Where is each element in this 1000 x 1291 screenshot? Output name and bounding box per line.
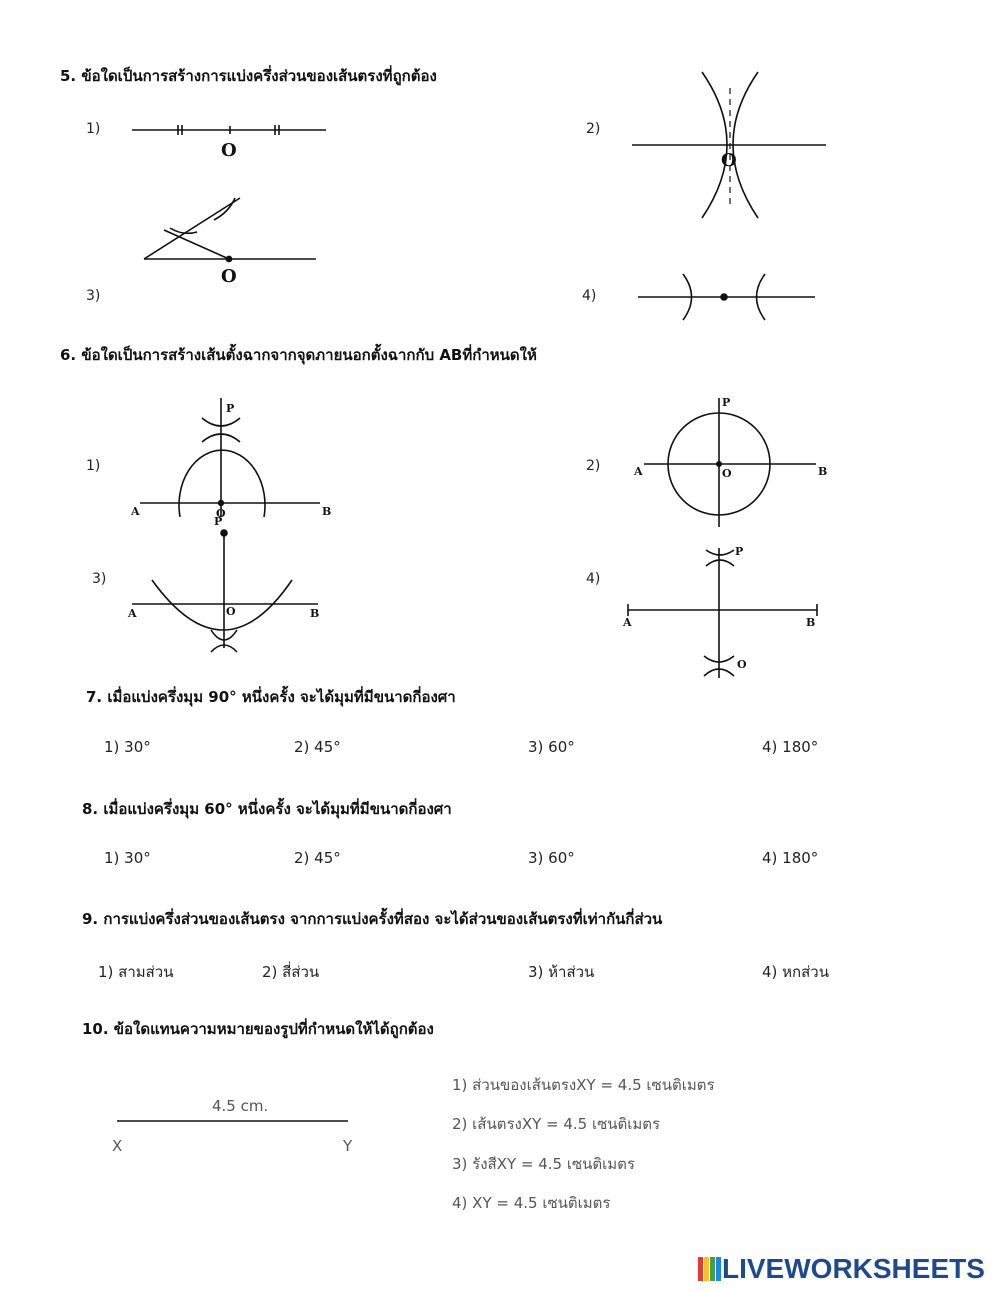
q6-fig2-label-o: O xyxy=(722,467,732,480)
q7-title: 7. เมื่อแบ่งครึ่งมุม 90° หนึ่งครั้ง จะได้มุมที่มีขนาดกี่องศา xyxy=(86,688,456,706)
q10-option-1[interactable]: 1) ส่วนของเส้นตรงXY = 4.5 เซนติเมตร xyxy=(452,1076,715,1094)
q6-fig2-label-a: A xyxy=(634,465,643,478)
q8-option-1[interactable]: 1) 30° xyxy=(104,849,151,867)
q6-option-1-label[interactable]: 1) xyxy=(86,458,101,474)
q5-option-3-label[interactable]: 3) xyxy=(86,288,101,304)
q6-fig3-label-b: B xyxy=(310,607,320,620)
q6-fig2-label-b: B xyxy=(818,465,828,478)
q6-fig-4 xyxy=(628,548,817,678)
q5-option-2-label[interactable]: 2) xyxy=(586,121,601,137)
q5-title: 5. ข้อใดเป็นการสร้างการแบ่งครึ่งส่วนของเส้นตรงที่ถูกต้อง xyxy=(60,67,437,85)
q7-option-1[interactable]: 1) 30° xyxy=(104,738,151,756)
q5-fig-2 xyxy=(632,72,826,218)
q7-option-4[interactable]: 4) 180° xyxy=(762,738,819,756)
q6-fig4-label-p: P xyxy=(735,545,744,558)
q9-title: 9. การแบ่งครึ่งส่วนของเส้นตรง จากการแบ่งครั้งที่สอง จะได้ส่วนของเส้นตรงที่เท่ากันกี่ส่วน xyxy=(82,910,663,928)
q5-fig-3 xyxy=(144,198,316,262)
q10-option-4[interactable]: 4) XY = 4.5 เซนติเมตร xyxy=(452,1194,611,1212)
q10-title: 10. ข้อใดแทนความหมายของรูปที่กำหนดให้ได้ถูกต้อง xyxy=(82,1020,434,1038)
logo-text: LIVEWORKSHEETS xyxy=(722,1253,985,1284)
q6-fig3-label-o: O xyxy=(226,605,236,618)
q7-option-3[interactable]: 3) 60° xyxy=(528,738,575,756)
q6-fig2-label-p: P xyxy=(722,396,731,409)
q6-option-4-label[interactable]: 4) xyxy=(586,571,601,587)
q9-option-1[interactable]: 1) สามส่วน xyxy=(98,963,174,981)
q10-point-x: X xyxy=(112,1137,123,1155)
q6-fig1-label-p: P xyxy=(226,402,235,415)
q10-option-2[interactable]: 2) เส้นตรงXY = 4.5 เซนติเมตร xyxy=(452,1115,661,1133)
q9-option-2[interactable]: 2) สี่ส่วน xyxy=(262,963,320,981)
q6-fig3-label-a: A xyxy=(128,607,137,620)
q9-option-4[interactable]: 4) หกส่วน xyxy=(762,963,829,981)
q6-fig4-label-a: A xyxy=(623,616,632,629)
q8-option-3[interactable]: 3) 60° xyxy=(528,849,575,867)
q8-option-2[interactable]: 2) 45° xyxy=(294,849,341,867)
q6-fig3-label-p: P xyxy=(214,515,223,528)
q8-title: 8. เมื่อแบ่งครึ่งมุม 60° หนึ่งครั้ง จะได้มุมที่มีขนาดกี่องศา xyxy=(82,800,452,818)
q5-fig-1 xyxy=(132,125,326,135)
q6-fig1-label-b: B xyxy=(322,505,332,518)
q10-length-label: 4.5 cm. xyxy=(212,1097,269,1115)
q6-option-2-label[interactable]: 2) xyxy=(586,458,601,474)
logo-icon xyxy=(698,1256,722,1282)
q5-option-4-label[interactable]: 4) xyxy=(582,288,597,304)
q6-title: 6. ข้อใดเป็นการสร้างเส้นตั้งฉากจากจุดภายนอกตั้งฉากกับ ABที่กำหนดให้ xyxy=(60,346,537,364)
q6-fig1-label-a: A xyxy=(131,505,140,518)
q6-fig-3 xyxy=(132,530,318,652)
q6-option-3-label[interactable]: 3) xyxy=(92,571,107,587)
q5-fig3-point-o: O xyxy=(221,266,237,287)
q7-option-2[interactable]: 2) 45° xyxy=(294,738,341,756)
q8-option-4[interactable]: 4) 180° xyxy=(762,849,819,867)
q10-point-y: Y xyxy=(343,1137,353,1155)
liveworksheets-logo xyxy=(698,1253,985,1285)
q5-fig1-point-o: O xyxy=(221,140,237,161)
q6-fig4-label-o: O xyxy=(737,658,747,671)
q5-option-1-label[interactable]: 1) xyxy=(86,121,101,137)
q5-fig-4 xyxy=(638,274,815,320)
q6-fig4-label-b: B xyxy=(806,616,816,629)
q10-option-3[interactable]: 3) รังสีXY = 4.5 เซนติเมตร xyxy=(452,1155,635,1173)
q9-option-3[interactable]: 3) ห้าส่วน xyxy=(528,963,595,981)
q6-fig1-label-o: O xyxy=(216,507,226,520)
q6-fig-1 xyxy=(140,398,320,517)
q6-fig-2 xyxy=(644,398,816,527)
q5-fig2-point-o: O xyxy=(721,150,737,171)
